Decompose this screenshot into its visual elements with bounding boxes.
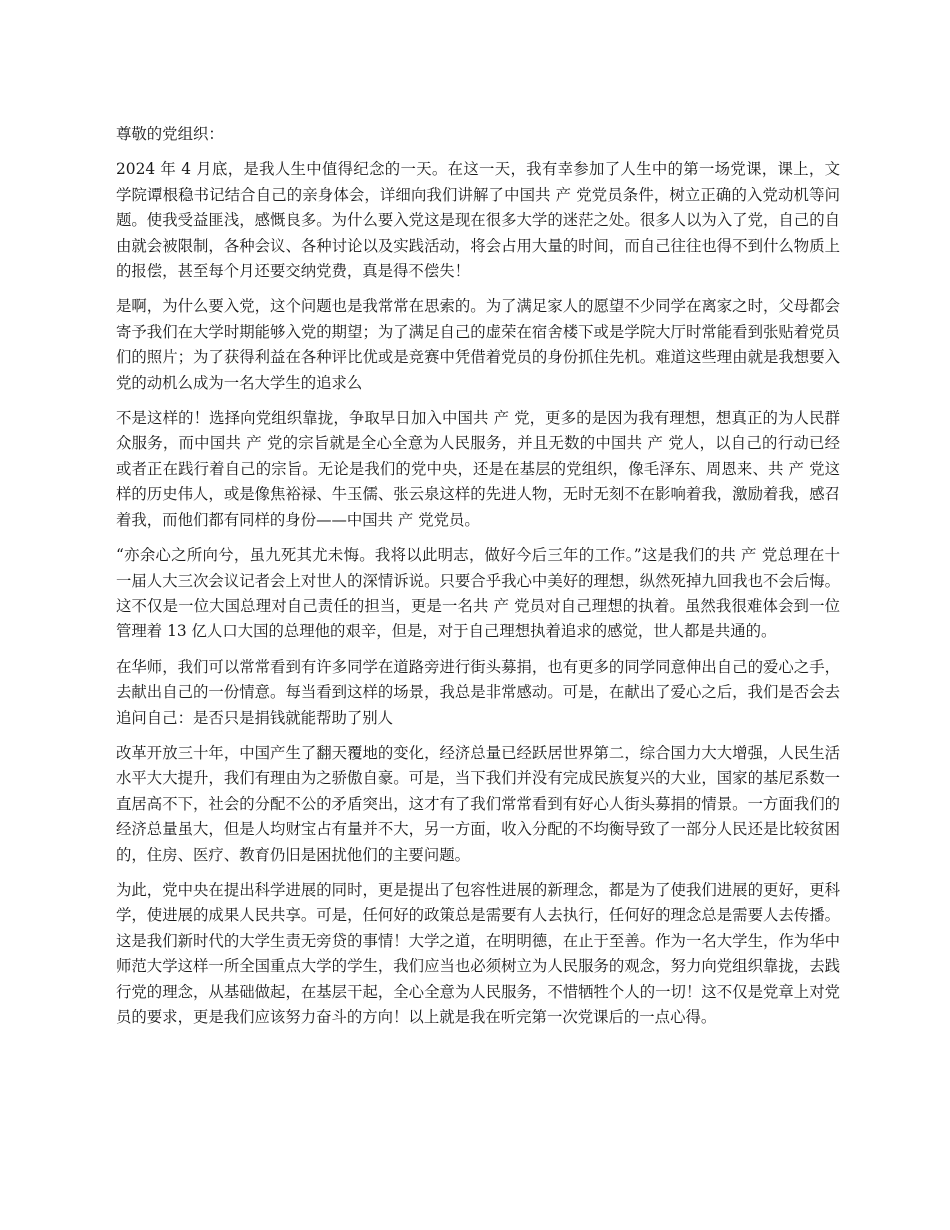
paragraph-3: 不是这样的！选择向党组织靠拢，争取早日加入中国共 产 党，更多的是因为我有理想，想真正的为人民群众服务，而中国共 产 党的宗旨就是全心全意为人民服务，并且无数的中国共 产 党人，以自己的行动已经或者正在践行着自己的宗旨。无论是我们的党中央，还是在基层的党组织，像毛泽东、周恩来、共 产 党这样的历史伟人，或是像焦裕禄、牛玉儒、张云泉这样的先进人物，无时无刻不在影响着我，激励着我，感召着我，而他们都有同样的身份——中国共 产 党党员。 [116, 409, 840, 529]
paragraph-5: 在华师，我们可以常常看到有许多同学在道路旁进行街头募捐，也有更多的同学同意伸出自己的爱心之手，去献出自己的一份情意。每当看到这样的场景，我总是非常感动。可是，在献出了爱心之后，我们是否会去追问自己：是否只是捐钱就能帮助了别人 [116, 657, 840, 727]
document-page [116, 122, 840, 1040]
salutation: 尊敬的党组织： [116, 125, 224, 143]
paragraph-7: 为此，党中央在提出科学进展的同时，更是提出了包容性进展的新理念，都是为了使我们进展的更好，更科学，使进展的成果人民共享。可是，任何好的政策总是需要有人去执行，任何好的理念总是需要人去传播。这是我们新时代的大学生责无旁贷的事情！大学之道，在明明德，在止于至善。作为一名大学生，作为华中师范大学这样一所全国重点大学的学生，我们应当也必须树立为人民服务的观念，努力向党组织靠拢，去践行党的理念，从基础做起，在基层干起，全心全意为人民服务，不惜牺牲个人的一切！这不仅是党章上对党员的要求，更是我们应该努力奋斗的方向！以上就是我在听完第一次党课后的一点心得。 [116, 880, 840, 1026]
paragraph-4: “亦余心之所向兮，虽九死其尤未悔。我将以此明志，做好今后三年的工作。”这是我们的共 产 党总理在十一届人大三次会议记者会上对世人的深情诉说。只要合乎我心中美好的理想，纵然死掉九回我也不会后悔。这不仅是一位大国总理对自己责任的担当，更是一名共 产 党员对自己理想的执着。虽然我很难体会到一位管理着 13 亿人口大国的总理他的艰辛，但是，对于自己理想执着追求的感觉，世人都是共通的。 [116, 546, 840, 641]
paragraph-1: 2024 年 4 月底，是我人生中值得纪念的一天。在这一天，我有幸参加了人生中的第一场党课，课上，文学院谭根稳书记结合自己的亲身体会，详细向我们讲解了中国共 产 党党员条件，树立正确的入党动机等问题。使我受益匪浅，感慨良多。为什么要入党这是现在很多大学的迷茫之处。很多人以为入了党，自己的自由就会被限制，各种会议、各种讨论以及实践活动，将会占用大量的时间，而自己往往也得不到什么物质上的报偿，甚至每个月还要交纳党费，真是得不偿失！ [116, 160, 840, 281]
paragraph-6: 改革开放三十年，中国产生了翻天覆地的变化，经济总量已经跃居世界第二，综合国力大大增强，人民生活水平大大提升，我们有理由为之骄傲自豪。可是，当下我们并没有完成民族复兴的大业，国家的基尼系数一直居高不下，社会的分配不公的矛盾突出，这才有了我们常常看到有好心人街头募捐的情景。一方面我们的经济总量虽大，但是人均财宝占有量并不大，另一方面，收入分配的不均衡导致了一部分人民还是比较贫困的，住房、医疗、教育仍旧是困扰他们的主要问题。 [116, 743, 840, 864]
paragraph-2: 是啊，为什么要入党，这个问题也是我常常在思索的。为了满足家人的愿望不少同学在离家之时，父母都会寄予我们在大学时期能够入党的期望；为了满足自己的虚荣在宿舍楼下或是学院大厅时常能看到张贴着党员们的照片；为了获得利益在各种评比优或是竞赛中凭借着党员的身份抓住先机。难道这些理由就是我想要入党的动机么成为一名大学生的追求么 [116, 297, 840, 392]
